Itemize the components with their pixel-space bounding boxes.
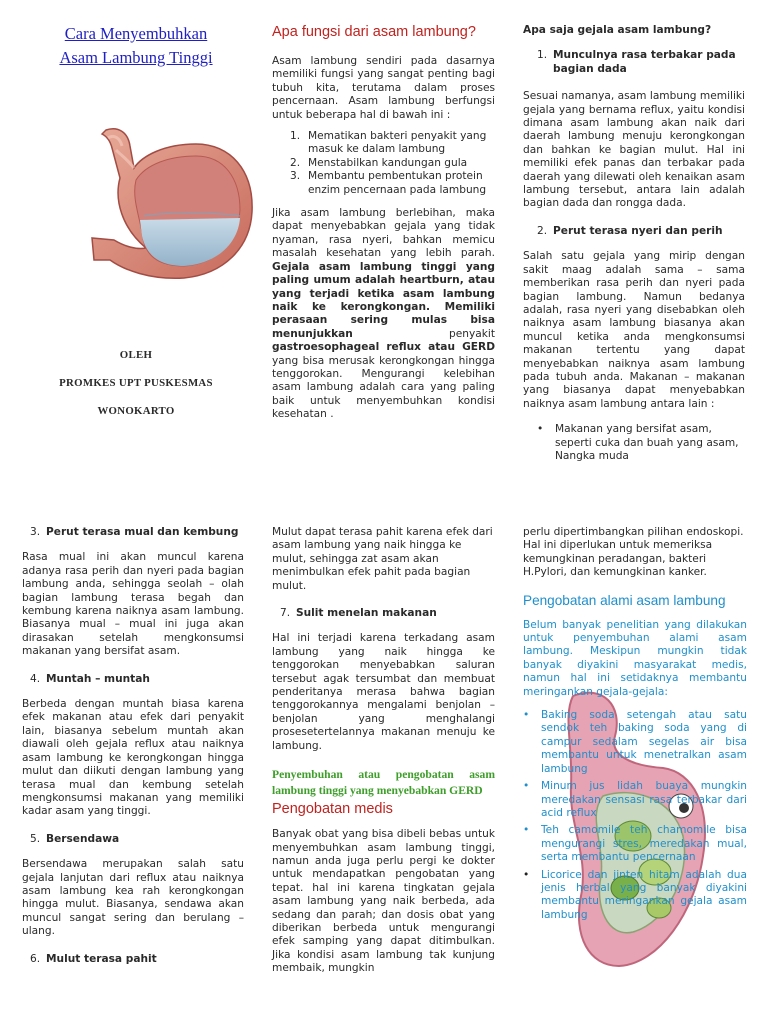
by-label: OLEH	[119, 349, 153, 361]
bitter-mouth-text: Mulut dapat terasa pahit karena efek dari asam lambung yang naik hingga ke mulut, sehingga zat asam akan menimbulkan efek pahit pada bagian mulut.	[272, 526, 493, 592]
natural-remedies-list	[523, 709, 747, 922]
medical-treatment-heading: Pengobatan medis	[272, 801, 393, 818]
symptom-4-text: Berbeda dengan muntah biasa karena efek makanan atau efek dari penyakit lain, biasanya sebelum muntah akan diawali oleh gejala reflux atau naiknya asam lambung ke kerongkongan hingga mulut dan diikuti dengan lambung yang terasa mual dan kembung setelah mengkonsumsi makanan yang memiliki kadar asam yang tinggi.	[22, 698, 244, 818]
functions-heading: Apa fungsi dari asam lambung?	[272, 24, 476, 40]
endoscopy-text: perlu dipertimbangkan pilihan endoskopi. Hal ini diperlukan untuk memeriksa kemungkinan peradangan, bakteri H.Pylori, dan kemungkinan kanker.	[523, 526, 744, 579]
list-item: • Minum jus lidah buaya mungkin meredakan sensasi rasa terbakar dari acid reflux	[523, 780, 747, 819]
list-item: • Teh camomile teh chamomile bisa mengurangi stres, meredakan mual, serta membantu pencernaan	[523, 824, 747, 864]
symptom-3-text: Rasa mual ini akan muncul karena adanya rasa perih dan nyeri pada bagian lambung anda, sehingga seolah – olah bagian lambung terasa begah dan kembung karena naiknya asam lambung. Biasanya mual – mual ini juga akan dirasakan setelah mengkonsumsi makanan yang bersifat asam.	[22, 551, 244, 658]
gerd-treatment-heading: Penyembuhan atau pengobatan asam lambung tinggi yang menyebabkan GERD	[272, 768, 495, 797]
functions-list	[290, 130, 495, 197]
natural-treatment-heading: Pengobatan alami asam lambung	[523, 592, 726, 608]
symptom-2-text: Salah satu gejala yang mirip dengan sakit maag adalah sama – sama memberikan rasa perih dan nyeri pada bagian lambung. Namun bedanya adalah, rasa nyeri yang disebabkan oleh naiknya asam lambung biasanya akan muncul ketika anda mengkonsumsi makanan tertentu yang dapat menyebabkan naiknya asam lambung pada tubuh anda. Makanan – makanan yang biasanya dapat menyebabkan naiknya asam lambung antara lain :	[523, 250, 745, 410]
list-item: • Makanan yang bersifat asam, seperti cuka dan buah yang asam, Nangka muda	[537, 423, 739, 462]
symptom-2-title: 2. Perut terasa nyeri dan perih	[537, 224, 723, 237]
list-item: • Baking soda setengah atau satu sendok teh baking soda yang di campur sedalam segelas air bisa membantu untuk menetralkan asam lambung	[523, 709, 747, 775]
panel-treatment	[272, 526, 495, 984]
natural-treatment-text: Belum banyak penelitian yang dilakukan untuk penyembuhan alami asam lambung. Meskipun mungkin tidak banyak diyakini masyarakat medis, namun hal ini setidaknya membantu meringankan gejala-gejala:	[523, 618, 747, 698]
panel-symptoms-cont	[22, 526, 244, 966]
symptom-7-title: 7. Sulit menelan makanan	[280, 607, 437, 620]
symptom-5-text: Bersendawa merupakan salah satu gejala lanjutan dari reflux atau naiknya asam lambung kea rah kerongkongan hingga mulut. Biasanya, sendawa akan muncul sangat sering dan berulang – ulang.	[22, 858, 244, 938]
list-item: 3. Membantu pembentukan protein enzim pencernaan pada lambung	[290, 170, 487, 196]
symptom-1-title: 1. Munculnya rasa terbakar pada bagian dada	[537, 49, 736, 75]
list-item: 1. Mematikan bakteri penyakit yang masuk ke dalam lambung	[290, 130, 487, 156]
excess-acid-paragraph: Jika asam lambung berlebihan, maka dapat menyebabkan gejala yang tidak nyaman, rasa nyeri, bahkan memicu masalah kesehatan yang lebih parah. Gejala asam lambung tinggi yang paling umum adalah heartburn, atau yang terjadi ketika asam lambung naik ke kerongkongan. Memiliki perasaan sering mulas bisa menunjukkan penyakit gastroesophageal reflux atau GERD yang bisa merusak kerongkongan hingga tenggorokan. Mengurangi kelebihan asam lambung adalah cara yang paling baik untuk menyembuhkan kondisi kesehatan .	[272, 207, 495, 421]
author-place: WONOKARTO	[97, 405, 175, 417]
panel-symptoms	[523, 24, 745, 463]
author-name: PROMKES UPT PUSKESMAS	[59, 377, 213, 389]
symptom-4-title: 4. Muntah – muntah	[30, 672, 150, 685]
cover-title: Cara Menyembuhkan Asam Lambung Tinggi	[59, 24, 213, 67]
symptom-1-text: Sesuai namanya, asam lambung memiliki gejala yang bernama reflux, yaitu kondisi dimana asam lambung akan naik dari daerah lambung menuju kerongkongan dan bahkan ke bagian mulut. Hal ini memiliki efek panas dan terbakar pada daerah yang dilewati oleh kenaikan asam lambung tersebut, antara lain adalah bagian dada dan rongga dada.	[523, 90, 745, 210]
list-item: • Licorice dan jinten hitam adalah dua jenis herbal yang banyak diyakini membantu meringankan gejala asam lambung	[523, 868, 747, 921]
panel-functions	[272, 24, 495, 430]
functions-intro: Asam lambung sendiri pada dasarnya memiliki fungsi yang sangat penting bagi tubuh kita, terutama dalam proses pencernaan. Asam lambung berfungsi untuk beberapa hal di bawah ini :	[272, 55, 495, 121]
symptom-6-title: 6. Mulut terasa pahit	[30, 952, 157, 965]
symptom-3-title: 3. Perut terasa mual dan kembung	[30, 526, 239, 538]
cover-panel	[20, 22, 252, 417]
symptom-5-title: 5. Bersendawa	[30, 832, 120, 845]
medical-treatment-text: Banyak obat yang bisa dibeli bebas untuk menyembuhkan asam lambung tinggi, namun anda juga perlu pergi ke dokter untuk mendapatkan pengobatan yang tepat. hal ini karena tingkatan gejala asam lambung yang naik berbeda, ada sedang dan parah; dan dosis obat yang diberikan berbeda untuk mengurangi efek samping yang dapat ditimbulkan. Jika kondisi asam lambung tak kunjung membaik, mungkin	[272, 828, 495, 975]
stomach-illustration	[84, 120, 264, 290]
panel-natural	[523, 526, 747, 922]
author-block	[20, 348, 252, 418]
symptom-7-text: Hal ini terjadi karena terkadang asam lambung yang naik hingga ke tenggorokan menyebabkan saluran tersebut agak tersumbat dan membuat penderitanya merasa bahwa bagian tenggorokannya mengalami benjolan – benjolan yang menghalangi prosesetertelannya makanan menuju ke lambung.	[272, 632, 495, 752]
symptoms-heading: Apa saja gejala asam lambung?	[523, 24, 712, 36]
list-item: 2. Menstabilkan kandungan gula	[290, 156, 468, 169]
food-list	[537, 423, 745, 463]
